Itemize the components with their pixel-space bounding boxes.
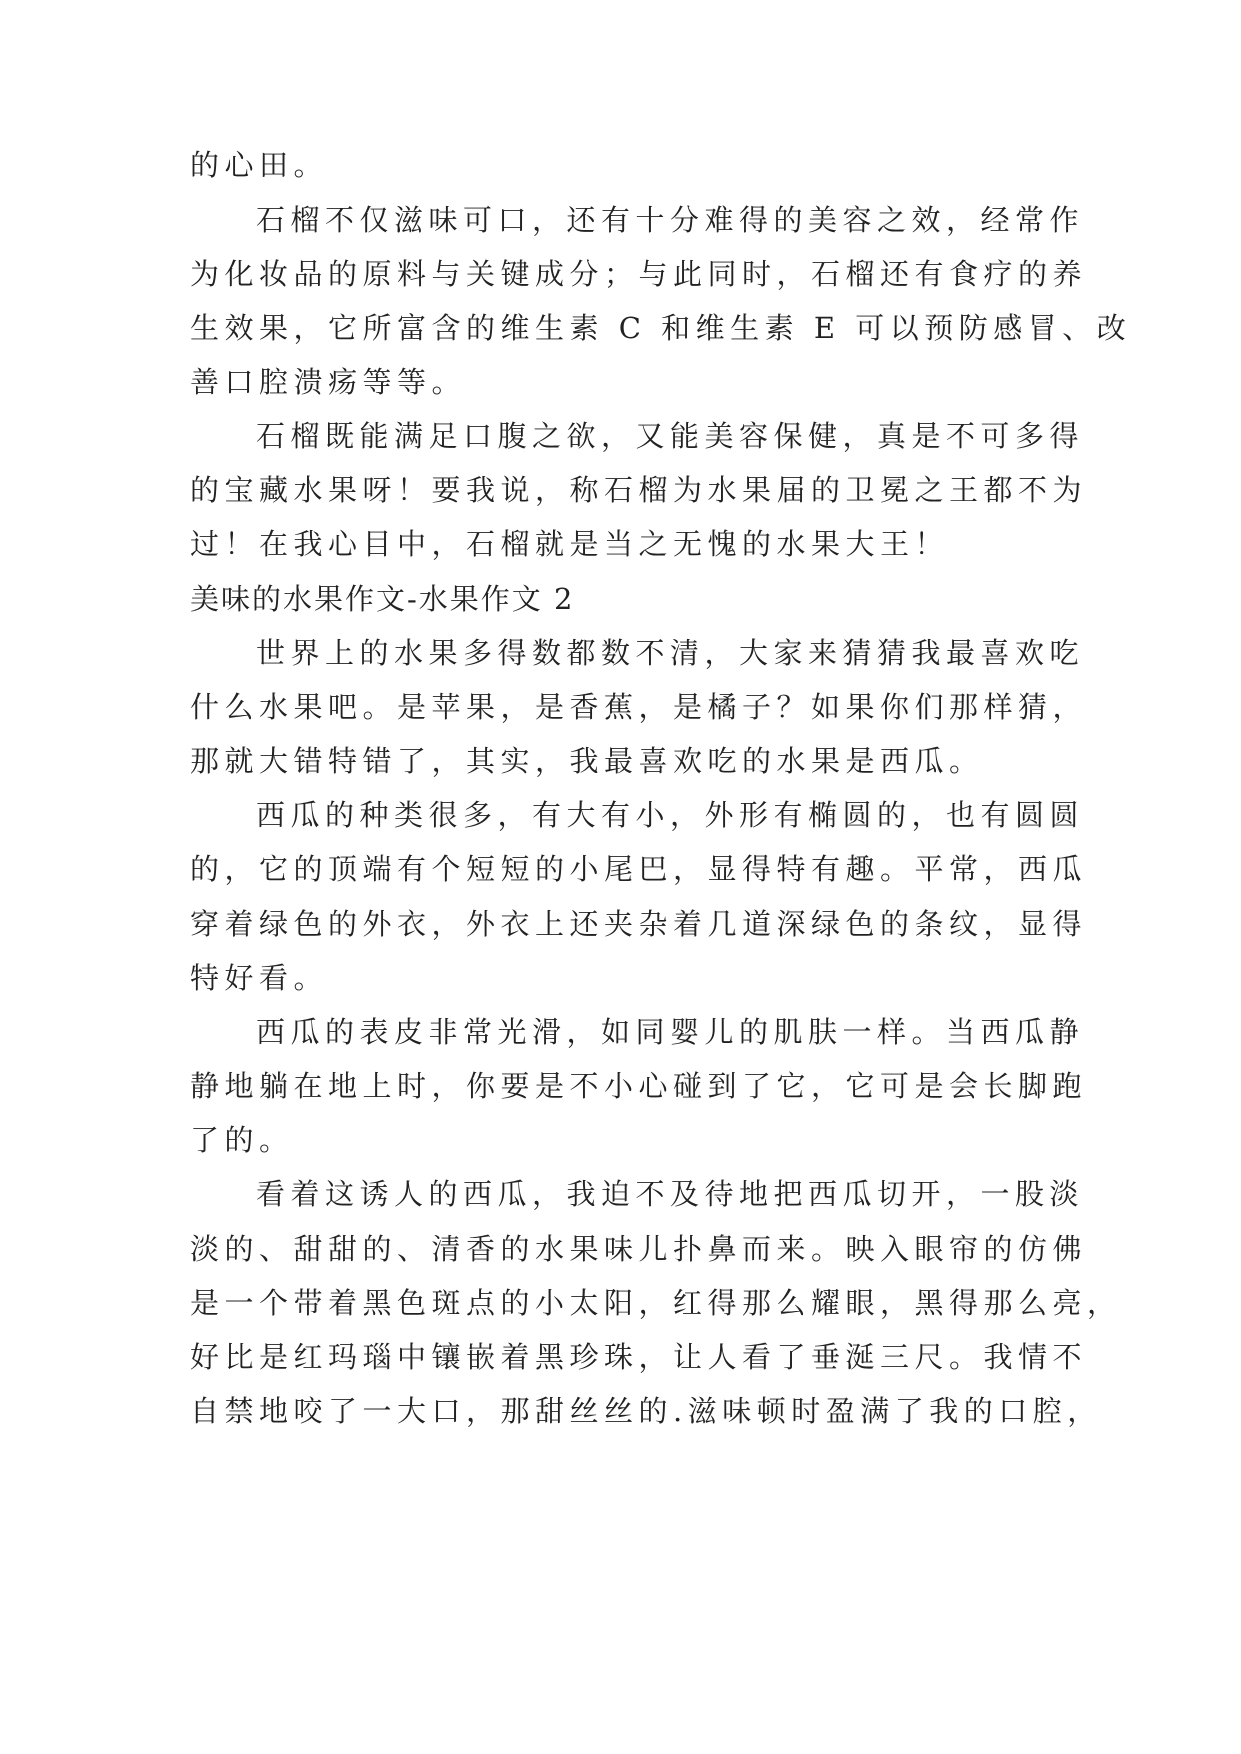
paragraph-start-line: 看着这诱人的西瓜，我迫不及待地把西瓜切开，一股淡 xyxy=(256,1177,1085,1211)
text-line: 淡的、甜甜的、清香的水果味儿扑鼻而来。映入眼帘的仿佛 xyxy=(190,1232,1088,1266)
section-heading: 美味的水果作文-水果作文 2 xyxy=(190,582,575,616)
text-line: 为化妆品的原料与关键成分；与此同时，石榴还有食疗的养 xyxy=(190,257,1088,291)
text-line: 穿着绿色的外衣，外衣上还夹杂着几道深绿色的条纹，显得 xyxy=(190,907,1088,941)
text-line: 生效果，它所富含的维生素 C 和维生素 E 可以预防感冒、改 xyxy=(190,311,1132,345)
text-line: 善口腔溃疡等等。 xyxy=(190,365,467,399)
text-line: 什么水果吧。是苹果，是香蕉，是橘子？如果你们那样猜， xyxy=(190,690,1088,724)
paragraph-start-line: 西瓜的种类很多，有大有小，外形有椭圆的，也有圆圆 xyxy=(256,798,1085,832)
text-line: 是一个带着黑色斑点的小太阳，红得那么耀眼，黑得那么亮， xyxy=(190,1286,1122,1320)
text-line: 特好看。 xyxy=(190,961,329,995)
text-line: 的，它的顶端有个短短的小尾巴，显得特有趣。平常，西瓜 xyxy=(190,852,1088,886)
text-line: 的宝藏水果呀！要我说，称石榴为水果届的卫冕之王都不为 xyxy=(190,473,1088,507)
text-line: 好比是红玛瑙中镶嵌着黑珍珠，让人看了垂涎三尺。我情不 xyxy=(190,1340,1088,1374)
paragraph-start-line: 世界上的水果多得数都数不清，大家来猜猜我最喜欢吃 xyxy=(256,636,1085,670)
text-line: 那就大错特错了，其实，我最喜欢吃的水果是西瓜。 xyxy=(190,744,984,778)
text-line: 自禁地咬了一大口，那甜丝丝的.滋味顿时盈满了我的口腔， xyxy=(190,1394,1102,1428)
text-line: 的心田。 xyxy=(190,148,329,182)
text-line: 过！在我心目中，石榴就是当之无愧的水果大王！ xyxy=(190,527,950,561)
paragraph-start-line: 石榴既能满足口腹之欲，又能美容保健，真是不可多得 xyxy=(256,419,1085,453)
text-line: 了的。 xyxy=(190,1123,294,1157)
paragraph-start-line: 西瓜的表皮非常光滑，如同婴儿的肌肤一样。当西瓜静 xyxy=(256,1015,1085,1049)
paragraph-start-line: 石榴不仅滋味可口，还有十分难得的美容之效，经常作 xyxy=(256,203,1085,237)
text-line: 静地躺在地上时，你要是不小心碰到了它，它可是会长脚跑 xyxy=(190,1069,1088,1103)
